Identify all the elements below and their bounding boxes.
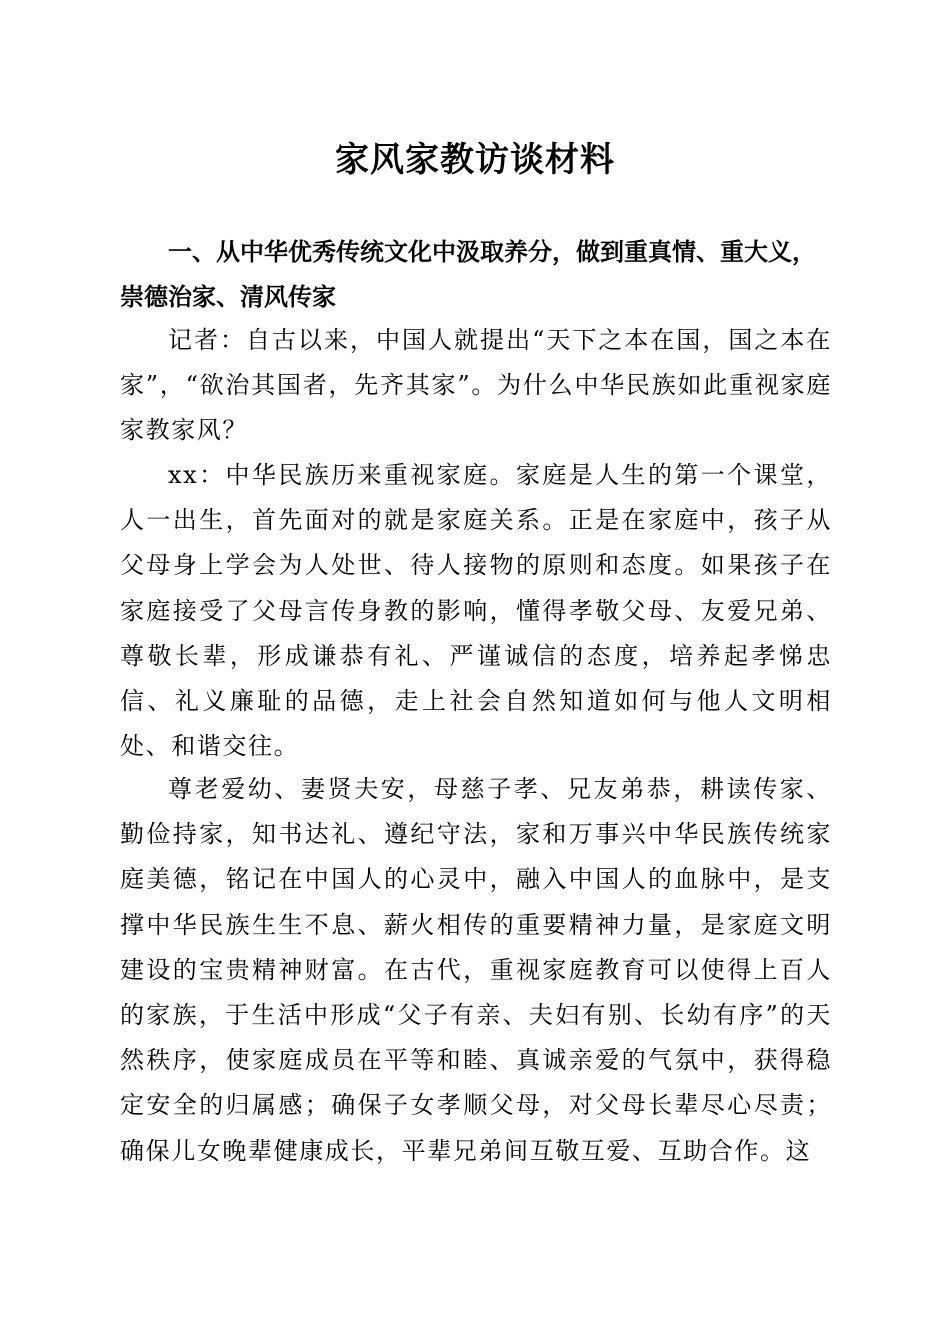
- section-heading: 一、从中华优秀传统文化中汲取养分，做到重真情、重大义，崇德治家、清风传家: [120, 238, 816, 311]
- paragraph-answer: xx：中华民族历来重视家庭。家庭是人生的第一个课堂，人一出生，首先面对的就是家庭关系。正是在家庭中，孩子从父母身上学会为人处世、待人接物的原则和态度。如果孩子在家庭接受了父母言传身教的影响，懂得孝敬父母、友爱兄弟、尊敬长辈，形成谦恭有礼、严谨诚信的态度，培养起孝悌忠信、礼义廉耻的品德，走上社会自然知道如何与他人文明相处、和谐交往。: [120, 461, 832, 761]
- document-title: 家风家教访谈材料: [335, 140, 615, 180]
- paragraph-family-virtues: 尊老爱幼、妻贤夫安，母慈子孝、兄友弟恭，耕读传家、勤俭持家，知书达礼、遵纪守法，家和万事兴中华民族传统家庭美德，铭记在中国人的心灵中，融入中国人的血脉中，是支撑中华民族生生不息、薪火相传的重要精神力量，是家庭文明建设的宝贵精神财富。在古代，重视家庭教育可以使得上百人的家族，于生活中形成“父子有亲、夫妇有别、长幼有序”的天然秩序，使家庭成员在平等和睦、真诚亲爱的气氛中，获得稳定安全的归属感；确保子女孝顺父母，对父母长辈尽心尽责；确保儿女晚辈健康成长，平辈兄弟间互敬互爱、互助合作。这: [120, 775, 832, 1165]
- paragraph-reporter-question: 记者：自古以来，中国人就提出“天下之本在国，国之本在家”，“欲治其国者，先齐其家”。为什么中华民族如此重视家庭家教家风？: [120, 326, 832, 445]
